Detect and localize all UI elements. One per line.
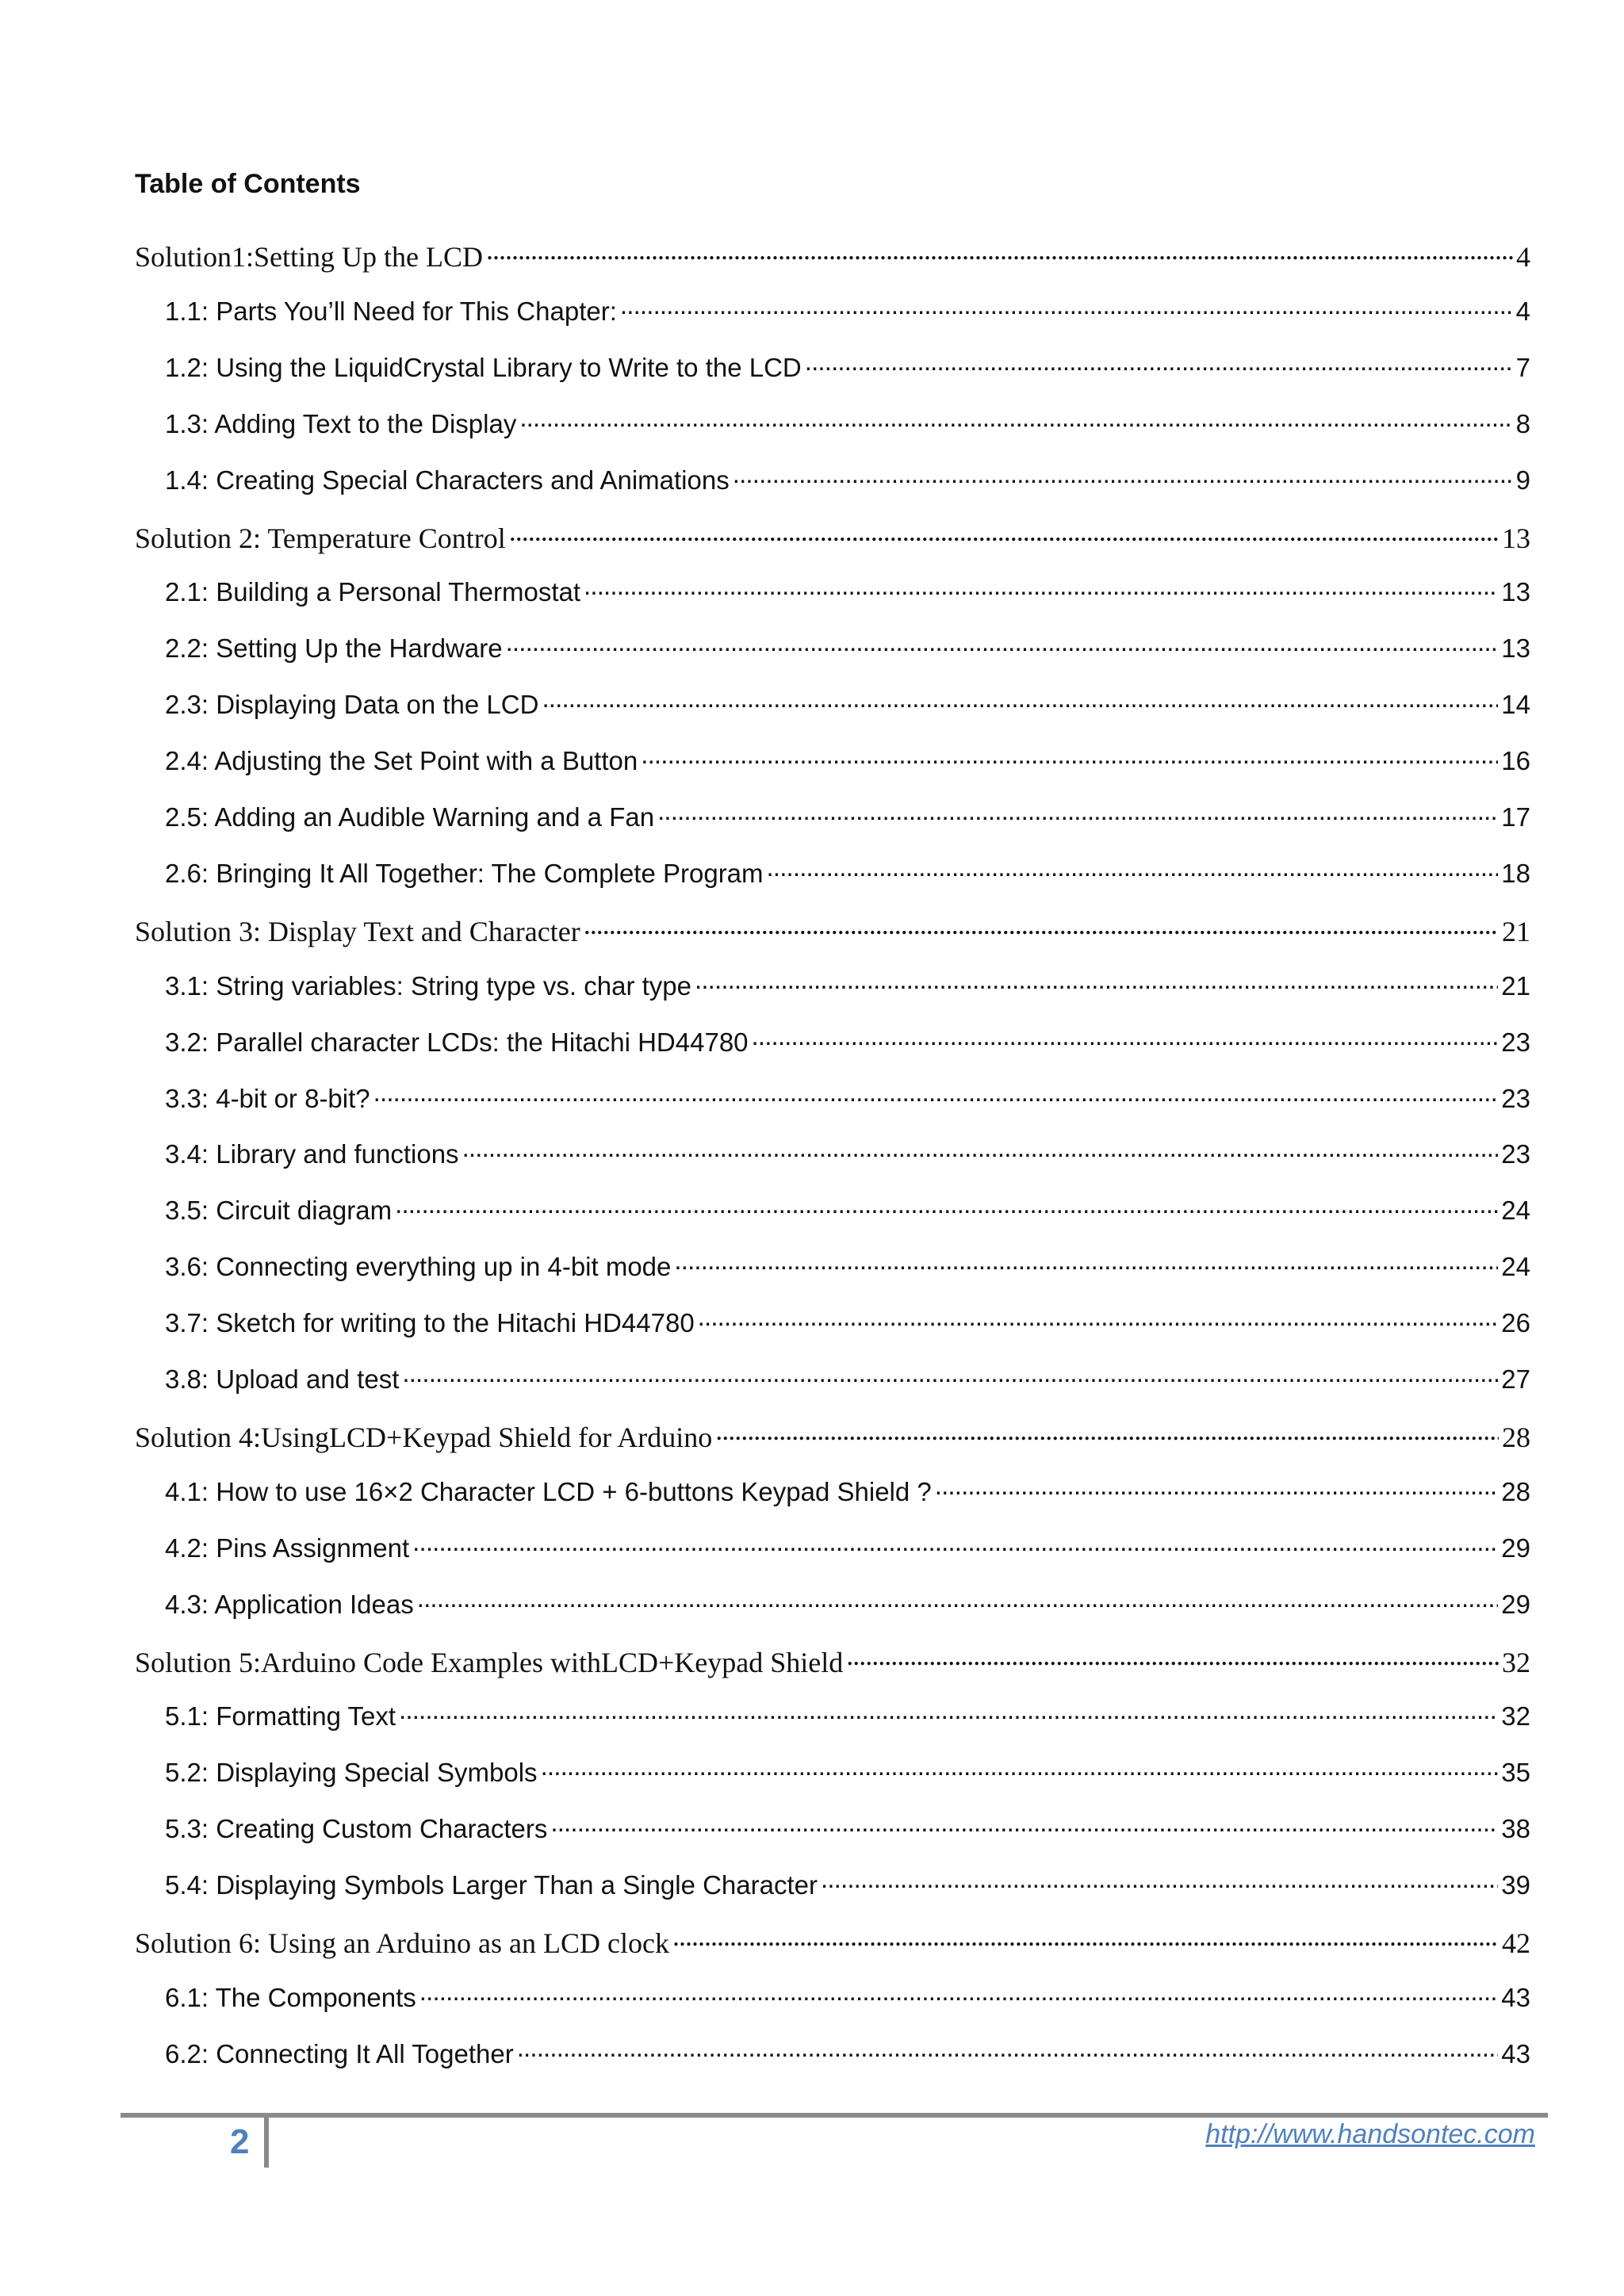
toc-entry-page: 42 bbox=[1502, 1927, 1530, 1959]
toc-dot-leader bbox=[417, 1587, 1499, 1613]
toc-entry-label: 3.2: Parallel character LCDs: the Hitachi HD44780 bbox=[165, 1027, 749, 1057]
toc-entry-page: 29 bbox=[1501, 1590, 1530, 1619]
toc-entry-page: 43 bbox=[1501, 2039, 1530, 2068]
toc-section-entry[interactable] bbox=[165, 463, 1530, 501]
toc-dot-leader bbox=[805, 350, 1513, 377]
toc-entry-page: 24 bbox=[1501, 1252, 1530, 1281]
toc-chapter-entry[interactable] bbox=[135, 238, 1530, 276]
toc-dot-leader bbox=[412, 1531, 1498, 1557]
toc-dot-leader bbox=[584, 575, 1498, 601]
toc-entry-label: 3.3: 4-bit or 8-bit? bbox=[165, 1084, 370, 1113]
toc-chapter-entry[interactable] bbox=[135, 519, 1530, 557]
toc-entry-label: 2.6: Bringing It All Together: The Complete Program bbox=[165, 859, 764, 888]
toc-title: Table of Contents bbox=[135, 169, 361, 199]
toc-section-entry[interactable] bbox=[165, 856, 1530, 894]
toc-entry-label: 2.1: Building a Personal Thermostat bbox=[165, 577, 581, 607]
toc-section-entry[interactable] bbox=[165, 1306, 1530, 1344]
toc-dot-leader bbox=[541, 1755, 1499, 1781]
toc-entry-label: 2.4: Adjusting the Set Point with a Button bbox=[165, 746, 638, 775]
toc-entry-page: 32 bbox=[1501, 1701, 1530, 1731]
toc-dot-leader bbox=[584, 913, 1499, 941]
toc-entry-page: 21 bbox=[1501, 971, 1530, 1001]
toc-entry-page: 28 bbox=[1501, 1477, 1530, 1506]
toc-dot-leader bbox=[399, 1699, 1498, 1725]
toc-entry-label: 4.1: How to use 16×2 Character LCD + 6-buttons Keypad Shield ? bbox=[165, 1477, 932, 1506]
toc-dot-leader bbox=[935, 1475, 1499, 1501]
toc-dot-leader bbox=[752, 1025, 1499, 1051]
toc-dot-leader bbox=[672, 1924, 1499, 1953]
toc-section-entry[interactable] bbox=[165, 1193, 1530, 1231]
page-number: 2 bbox=[230, 2122, 250, 2161]
toc-entry-page: 23 bbox=[1501, 1084, 1530, 1113]
toc-section-entry[interactable] bbox=[165, 1025, 1530, 1063]
toc-entry-page: 21 bbox=[1502, 916, 1530, 947]
toc-entry-page: 7 bbox=[1515, 353, 1530, 382]
toc-dot-leader bbox=[506, 631, 1499, 657]
toc-entry-label: Solution1:Setting Up the LCD bbox=[135, 241, 484, 273]
toc-dot-leader bbox=[674, 1249, 1498, 1276]
toc-chapter-entry[interactable] bbox=[135, 1644, 1530, 1682]
toc-entry-label: 5.4: Displaying Symbols Larger Than a Single Character bbox=[165, 1870, 818, 1900]
toc-dot-leader bbox=[373, 1081, 1499, 1108]
toc-section-entry[interactable] bbox=[165, 1868, 1530, 1906]
toc-dot-leader bbox=[542, 687, 1498, 714]
toc-entry-label: 6.2: Connecting It All Together bbox=[165, 2039, 514, 2068]
toc-entry-page: 23 bbox=[1501, 1139, 1530, 1169]
toc-entry-label: 1.1: Parts You’ll Need for This Chapter: bbox=[165, 297, 617, 326]
toc-entry-label: Solution 2: Temperature Control bbox=[135, 522, 506, 554]
toc-section-entry[interactable] bbox=[165, 800, 1530, 838]
footer-divider bbox=[264, 2115, 269, 2168]
toc-section-entry[interactable] bbox=[165, 575, 1530, 613]
toc-entry-page: 27 bbox=[1501, 1364, 1530, 1394]
toc-dot-leader bbox=[657, 800, 1498, 826]
toc-entry-page: 26 bbox=[1501, 1308, 1530, 1337]
toc-entry-label: 5.2: Displaying Special Symbols bbox=[165, 1758, 538, 1787]
toc-dot-leader bbox=[767, 856, 1499, 882]
toc-entry-label: 6.1: The Components bbox=[165, 1983, 416, 2012]
toc-section-entry[interactable] bbox=[165, 969, 1530, 1007]
toc-dot-leader bbox=[486, 238, 1513, 266]
toc-dot-leader bbox=[509, 519, 1499, 548]
toc-entry-page: 16 bbox=[1501, 746, 1530, 775]
toc-entry-label: 3.8: Upload and test bbox=[165, 1364, 400, 1394]
toc-entry-page: 9 bbox=[1515, 465, 1530, 495]
toc-dot-leader bbox=[695, 969, 1498, 995]
toc-section-entry[interactable] bbox=[165, 294, 1530, 332]
toc-entry-label: 5.1: Formatting Text bbox=[165, 1701, 396, 1731]
toc-dot-leader bbox=[620, 294, 1513, 320]
toc-section-entry[interactable] bbox=[165, 631, 1530, 669]
toc-chapter-entry[interactable] bbox=[135, 1924, 1530, 1962]
toc-entry-page: 38 bbox=[1501, 1814, 1530, 1843]
toc-entry-page: 43 bbox=[1501, 1983, 1530, 2012]
toc-dot-leader bbox=[550, 1812, 1498, 1838]
toc-section-entry[interactable] bbox=[165, 2037, 1530, 2075]
toc-entry-label: 3.5: Circuit diagram bbox=[165, 1196, 393, 1225]
toc-entry-label: 2.2: Setting Up the Hardware bbox=[165, 633, 503, 663]
toc-dot-leader bbox=[698, 1306, 1499, 1332]
toc-dot-leader bbox=[419, 1980, 1499, 2007]
toc-dot-leader bbox=[462, 1137, 1499, 1163]
toc-entry-label: 4.3: Application Ideas bbox=[165, 1590, 414, 1619]
toc-section-entry[interactable] bbox=[165, 1081, 1530, 1119]
toc-entry-label: 3.1: String variables: String type vs. char type bbox=[165, 971, 691, 1001]
toc-entry-page: 39 bbox=[1501, 1870, 1530, 1900]
toc-entry-label: Solution 5:Arduino Code Examples withLCD+Keypad Shield bbox=[135, 1647, 844, 1678]
toc-section-entry[interactable] bbox=[165, 350, 1530, 388]
toc-entry-page: 35 bbox=[1501, 1758, 1530, 1787]
toc-entry-page: 13 bbox=[1502, 522, 1530, 554]
toc-section-entry[interactable] bbox=[165, 1699, 1530, 1737]
toc-section-entry[interactable] bbox=[165, 407, 1530, 445]
toc-section-entry[interactable] bbox=[165, 1475, 1530, 1513]
toc-section-entry[interactable] bbox=[165, 1249, 1530, 1288]
toc-entry-label: 2.3: Displaying Data on the LCD bbox=[165, 690, 539, 719]
toc-dot-leader bbox=[402, 1362, 1498, 1388]
toc-entry-page: 32 bbox=[1502, 1647, 1530, 1678]
toc-section-entry[interactable] bbox=[165, 687, 1530, 725]
toc-entry-label: Solution 3: Display Text and Character bbox=[135, 916, 580, 947]
toc-section-entry[interactable] bbox=[165, 1812, 1530, 1850]
toc-dot-leader bbox=[715, 1418, 1499, 1447]
toc-entry-label: 3.7: Sketch for writing to the Hitachi HD44780 bbox=[165, 1308, 695, 1337]
toc-dot-leader bbox=[395, 1193, 1498, 1219]
toc-entry-label: 1.2: Using the LiquidCrystal Library to Write to the LCD bbox=[165, 353, 802, 382]
toc-entry-page: 13 bbox=[1501, 633, 1530, 663]
toc-entry-page: 29 bbox=[1501, 1533, 1530, 1563]
toc-entry-label: 4.2: Pins Assignment bbox=[165, 1533, 410, 1563]
toc-section-entry[interactable] bbox=[165, 1980, 1530, 2019]
toc-section-entry[interactable] bbox=[165, 1362, 1530, 1400]
toc-section-entry[interactable] bbox=[165, 744, 1530, 782]
toc-dot-leader bbox=[733, 463, 1513, 489]
toc-section-entry[interactable] bbox=[165, 1755, 1530, 1793]
toc-entry-page: 23 bbox=[1501, 1027, 1530, 1057]
toc-entry-page: 24 bbox=[1501, 1196, 1530, 1225]
toc-dot-leader bbox=[846, 1644, 1499, 1672]
toc-dot-leader bbox=[519, 407, 1512, 433]
toc-entry-label: Solution 6: Using an Arduino as an LCD clock bbox=[135, 1927, 669, 1959]
toc-entry-page: 4 bbox=[1516, 241, 1530, 273]
toc-entry-page: 18 bbox=[1501, 859, 1530, 888]
toc-section-entry[interactable] bbox=[165, 1587, 1530, 1625]
toc-dot-leader bbox=[517, 2037, 1499, 2063]
toc-section-entry[interactable] bbox=[165, 1531, 1530, 1569]
toc-entry-page: 4 bbox=[1515, 297, 1530, 326]
website-link[interactable]: http://www.handsontec.com bbox=[1205, 2119, 1535, 2149]
toc-entry-page: 28 bbox=[1502, 1422, 1530, 1453]
toc-entry-page: 13 bbox=[1501, 577, 1530, 607]
toc-entry-label: 2.5: Adding an Audible Warning and a Fan bbox=[165, 802, 655, 832]
toc-section-entry[interactable] bbox=[165, 1137, 1530, 1175]
toc-dot-leader bbox=[821, 1868, 1498, 1894]
toc-entry-label: Solution 4:UsingLCD+Keypad Shield for Arduino bbox=[135, 1422, 713, 1453]
toc-entry-label: 5.3: Creating Custom Characters bbox=[165, 1814, 548, 1843]
toc-entry-page: 14 bbox=[1501, 690, 1530, 719]
toc-entry-page: 8 bbox=[1515, 409, 1530, 438]
toc-entry-label: 1.4: Creating Special Characters and Animations bbox=[165, 465, 730, 495]
toc-chapter-entry[interactable] bbox=[135, 1418, 1530, 1456]
toc-entry-label: 3.6: Connecting everything up in 4-bit mode bbox=[165, 1252, 672, 1281]
toc-entry-label: 1.3: Adding Text to the Display bbox=[165, 409, 517, 438]
toc-entry-label: 3.4: Library and functions bbox=[165, 1139, 459, 1169]
toc-entry-page: 17 bbox=[1501, 802, 1530, 832]
toc-dot-leader bbox=[641, 744, 1498, 770]
toc-chapter-entry[interactable] bbox=[135, 913, 1530, 951]
